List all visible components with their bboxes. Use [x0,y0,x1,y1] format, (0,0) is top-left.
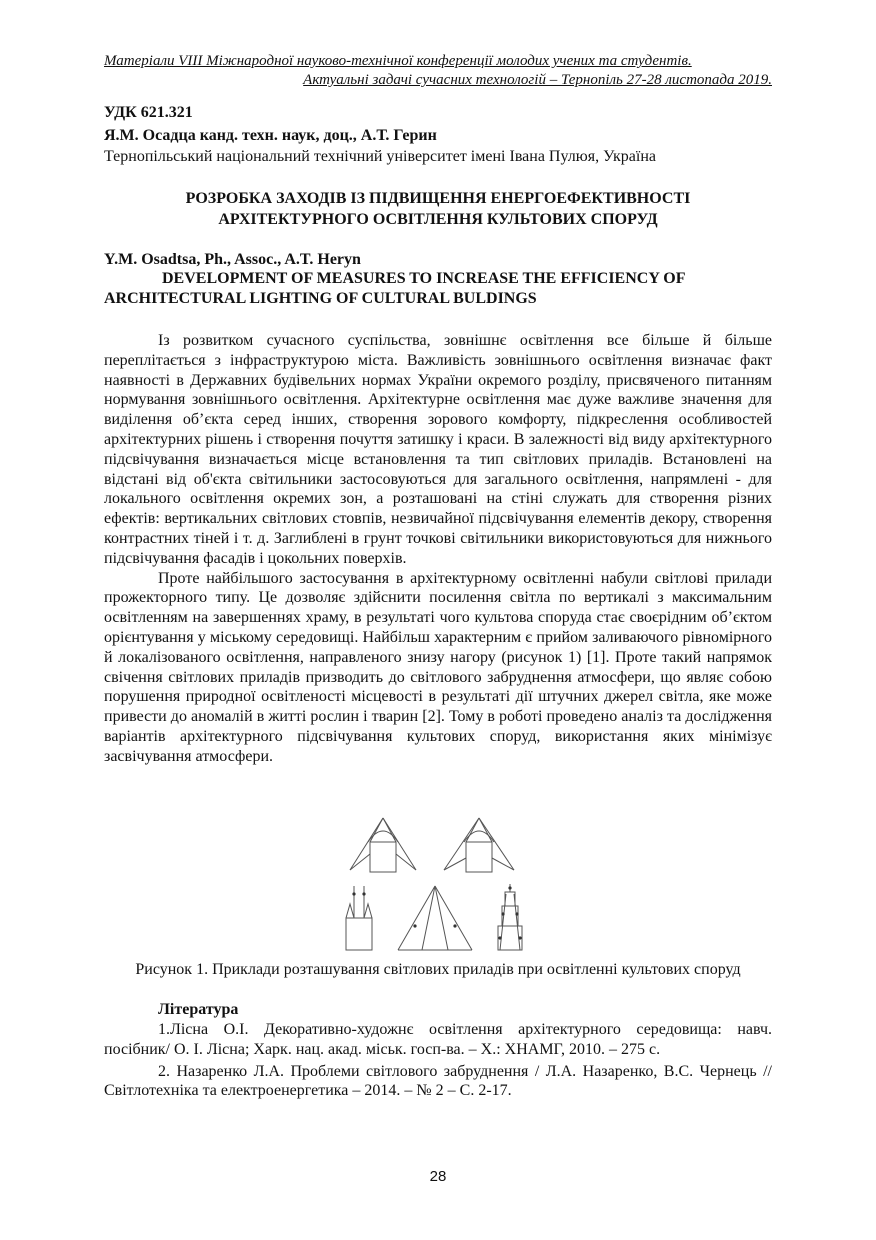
title-ua-line-1: РОЗРОБКА ЗАХОДІВ ІЗ ПІДВИЩЕННЯ ЕНЕРГОЕФЕКТИВНОСТІ [185,190,691,207]
paragraph-1: Із розвитком сучасного суспільства, зовнішнє освітлення все більше й більше переплітається з інфраструктурою міста. Важливість зовнішнього освітлення визначає факт наявності в Державних будівельних нормах України окремого розділу, присвяченого питанням нормування зовнішнього освітлення. Архітектурне освітлення має дуже важливе значення для виділення об’єкта серед інших, створення зорового комфорту, підкреслення особливостей архітектурних рішень і створення почуття затишку і краси. В залежності від виду архітектурного підсвічування визначається місце встановлення та тип світлових приладів. Встановлені на відстані від об'єкта світильники застосовуються для загального освітлення, напрямлені - для локального освітлення окремих зон, а розташовані на стіні служать для створення різних ефектів: вертикальних світлових стовпів, незвичайної підсвічування елементів декору, створення контрастних тіней і т. д. Заглиблені в грунт точкові світильники використовуються для нижнього підсвічування фасадів і цокольних поверхів. [104,332,772,567]
title-en-line-2: ARCHITECTURAL LIGHTING OF CULTURAL BULDINGS [104,290,537,307]
paragraph-2: Проте найбільшого застосування в архітектурному освітленні набули світлові прилади прожекторного типу. Це дозволяє здійснити посилення світла по вертикалі з максимальним освітленням на завершеннях храму, в результаті чого культова споруда стає своєрідним об’єктом орієнтування у міському середовищі. Найбільш характерним є прийом заливаючого рівномірного й локалізованого освітлення, направленого знизу нагору (рисунок 1) [1]. Проте такий напрямок свічення світлових приладів призводить до світлового забруднення атмосфери, що являє собою порушення природної освітленості місцевості в результаті дії штучних джерел світла, яке може привести до аномалій в житті рослин і тварин [2]. Тому в роботі проведено аналіз та дослідження варіантів архітектурного підсвічування культових споруд, використання яких мінімізує засвічування атмосфери. [104,569,772,765]
affiliation: Тернопільський національний технічний університет імені Івана Пулюя, Україна [104,148,656,165]
authors-en: Y.M. Osadtsa, Ph., Assoc., A.T. Heryn [104,251,361,268]
title-ua [104,188,772,230]
reference-1: 1.Лісна О.І. Декоративно-художнє освітлення архітектурного середовища: навч. посібник/ О. І. Лісна; Харк. нац. акад. міськ. госп-ва. – Х.: ХНАМГ, 2010. – 275 с. [104,1021,772,1058]
building-5 [498,884,522,950]
conference-header [104,52,772,90]
title-en [104,269,772,309]
page-number: 28 [429,1168,447,1185]
reference-2: 2. Назаренко Л.А. Проблеми світлового забруднення / Л.А. Назаренко, В.С. Чернець // Світлотехніка та електроенергетика – 2014. – № 2 – С. 2-17. [104,1062,772,1100]
building-2 [444,818,514,872]
building-4 [398,886,472,950]
title-en-line-1: DEVELOPMENT OF MEASURES TO INCREASE THE EFFICIENCY OF [162,270,686,287]
lighting-diagram-figure [340,814,540,954]
authors-ua: Я.М. Осадца канд. техн. наук, доц., А.Т. Герин [104,127,437,144]
figure-caption: Рисунок 1. Приклади розташування світлових приладів при освітленні культових споруд [135,961,741,978]
title-ua-line-2: АРХІТЕКТУРНОГО ОСВІТЛЕННЯ КУЛЬТОВИХ СПОРУД [218,211,658,228]
body-text [104,331,772,767]
udk-code: УДК 621.321 [104,104,193,121]
building-1 [350,818,416,872]
header-line-1: Матеріали VIII Міжнародної науково-технічної конференції молодих учених та студентів. [104,53,692,69]
building-3 [346,886,372,950]
header-line-2: Актуальні задачі сучасних технологій – Тернопіль 27-28 листопада 2019. [303,72,772,88]
literature-heading: Література [158,1001,239,1018]
references-list [104,1020,772,1103]
